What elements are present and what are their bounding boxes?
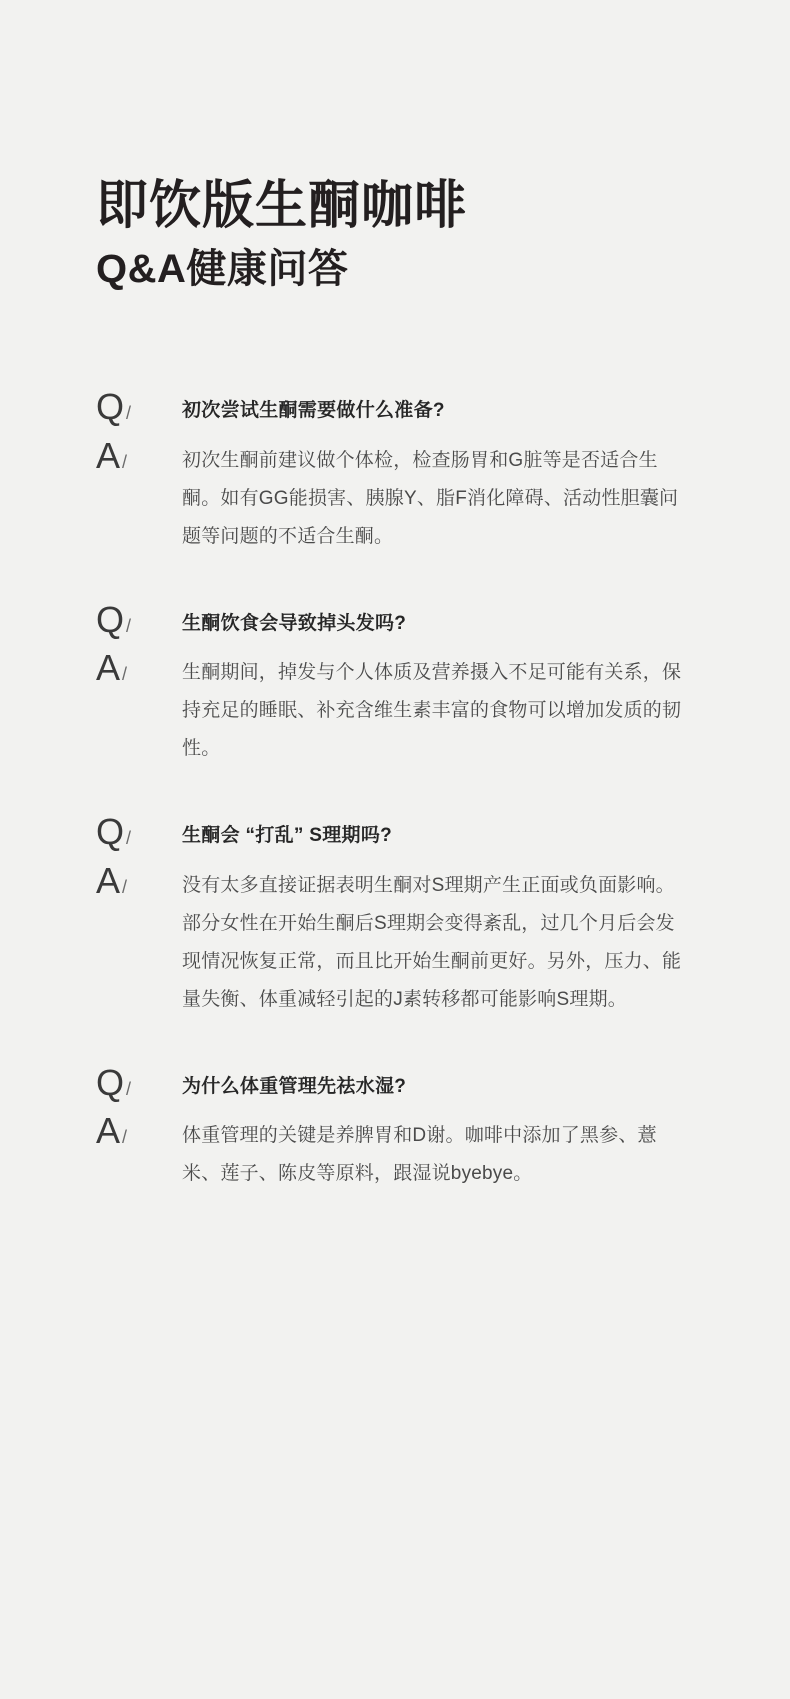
question-letter: Q bbox=[96, 598, 125, 640]
question-letter: Q bbox=[96, 386, 125, 428]
answer-letter: A bbox=[96, 1110, 121, 1152]
answer-text: 初次生酮前建议做个体检，检查肠胃和G脏等是否适合生酮。如有GG能损害、胰腺Y、脂F消化障碍、活动性胆囊问题等问题的不适合生酮。 bbox=[182, 449, 679, 547]
answer-slash: / bbox=[122, 451, 128, 472]
question-letter: Q bbox=[96, 811, 125, 853]
question-row bbox=[96, 386, 694, 428]
qa-list bbox=[96, 386, 694, 1193]
question-text: 生酮饮食会导致掉头发吗? bbox=[182, 612, 407, 634]
answer-slash: / bbox=[122, 876, 128, 897]
question-row bbox=[96, 1061, 694, 1103]
answer-slash: / bbox=[122, 1127, 128, 1148]
answer-letter: A bbox=[96, 859, 121, 901]
question-row bbox=[96, 811, 694, 853]
qa-item bbox=[96, 1061, 694, 1194]
qa-item bbox=[96, 598, 694, 769]
question-marker bbox=[96, 811, 182, 853]
page-header bbox=[96, 0, 694, 293]
question-slash: / bbox=[126, 1078, 132, 1099]
answer-marker bbox=[96, 1110, 182, 1152]
answer-text: 没有太多直接证据表明生酮对S理期产生正面或负面影响。部分女性在开始生酮后S理期会变得紊乱，过几个月后会发现情况恢复正常，而且比开始生酮前更好。另外，压力、能量失衡、体重减轻引起的J素转移都可能影响S理期。 bbox=[182, 874, 682, 1010]
answer-row bbox=[96, 647, 694, 768]
answer-slash: / bbox=[122, 664, 128, 685]
answer-letter: A bbox=[96, 434, 121, 476]
question-marker bbox=[96, 598, 182, 640]
answer-text: 生酮期间，掉发与个人体质及营养摄入不足可能有关系，保持充足的睡眠、补充含维生素丰富的食物可以增加发质的韧性。 bbox=[182, 662, 682, 760]
question-text: 初次尝试生酮需要做什么准备? bbox=[182, 400, 445, 422]
answer-row bbox=[96, 1110, 694, 1193]
qa-item bbox=[96, 811, 694, 1019]
question-row bbox=[96, 598, 694, 640]
answer-row bbox=[96, 434, 694, 556]
answer-marker bbox=[96, 859, 182, 901]
answer-letter: A bbox=[96, 647, 121, 689]
question-marker bbox=[96, 386, 182, 428]
question-letter: Q bbox=[96, 1061, 125, 1103]
answer-row bbox=[96, 859, 694, 1019]
question-marker bbox=[96, 1061, 182, 1103]
question-slash: / bbox=[126, 403, 132, 424]
answer-text: 体重管理的关键是养脾胃和D谢。咖啡中添加了黑参、薏米、莲子、陈皮等原料，跟湿说byebye。 bbox=[182, 1125, 657, 1185]
question-text: 为什么体重管理先祛水湿? bbox=[182, 1075, 407, 1097]
question-slash: / bbox=[126, 615, 132, 636]
answer-marker bbox=[96, 434, 182, 476]
question-text: 生酮会 “打乱” S理期吗? bbox=[182, 825, 393, 847]
page-subtitle: Q&A健康问答 bbox=[96, 247, 349, 292]
qa-item bbox=[96, 386, 694, 556]
question-slash: / bbox=[126, 828, 132, 849]
page-title: 即饮版生酮咖啡 bbox=[96, 177, 468, 235]
answer-marker bbox=[96, 647, 182, 689]
